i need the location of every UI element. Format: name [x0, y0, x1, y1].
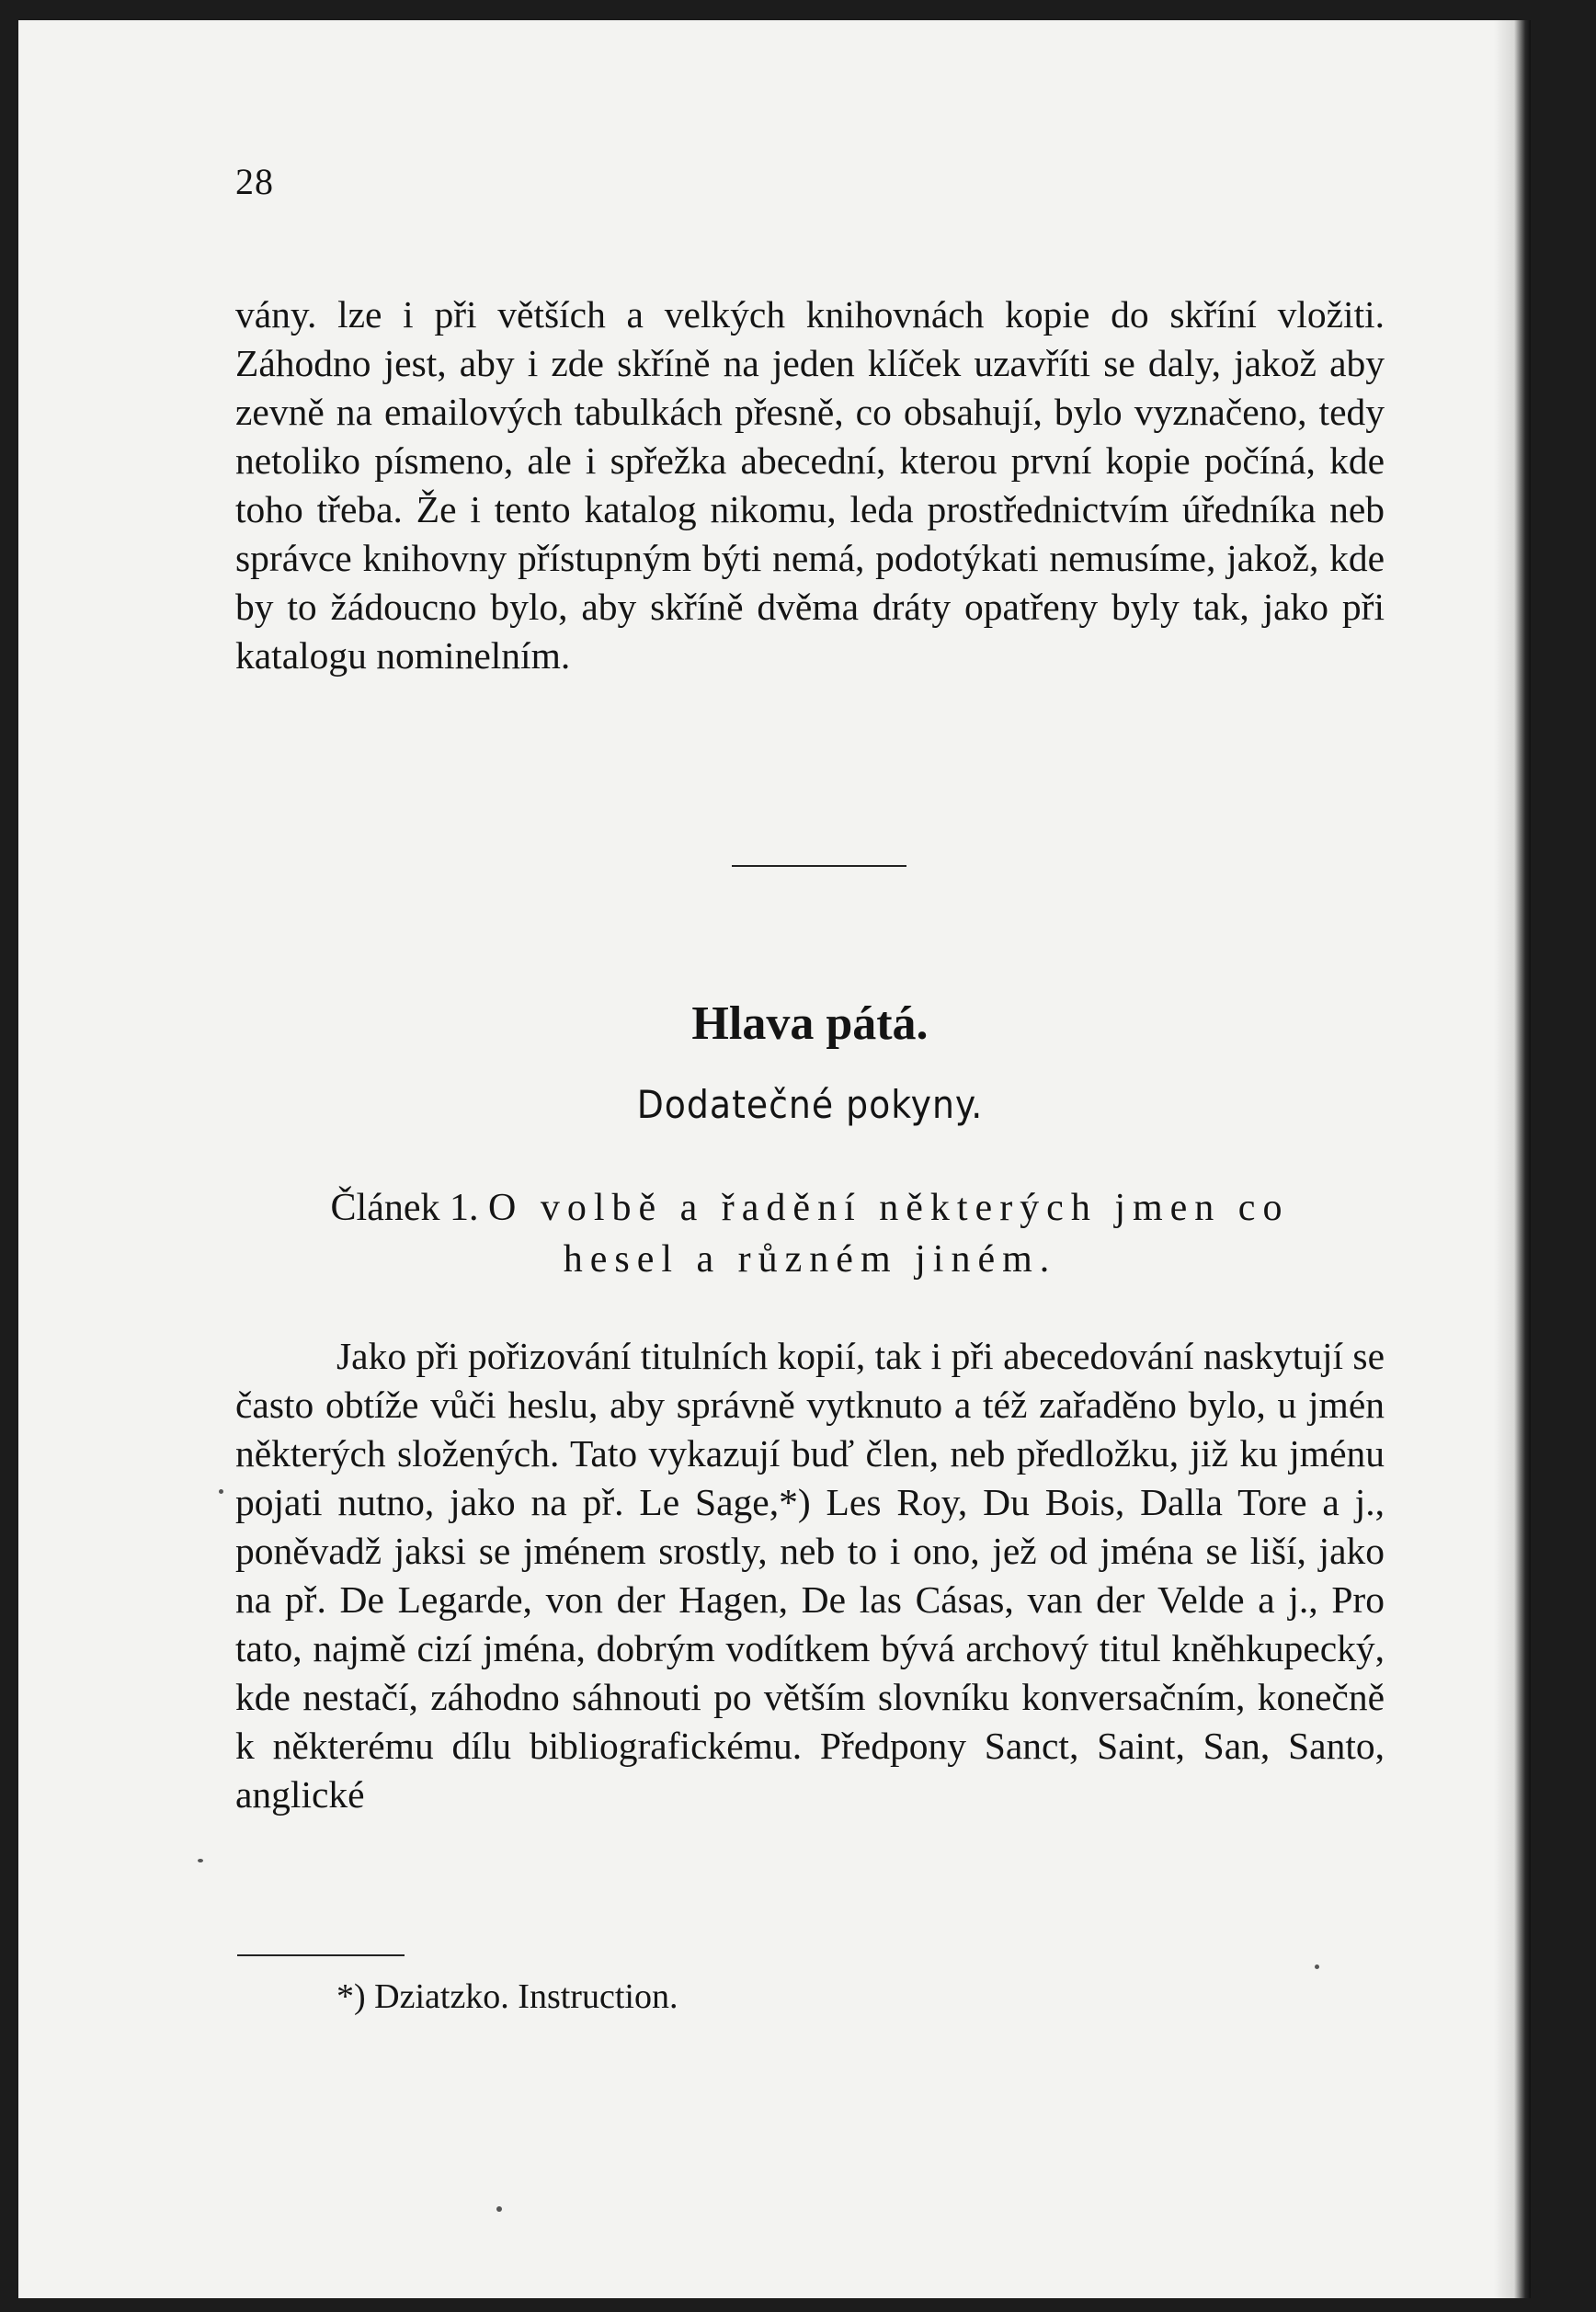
footnote-divider — [237, 1954, 405, 1956]
print-speck — [219, 1489, 223, 1494]
chapter-subtitle: Dodatečné pokyny. — [636, 1082, 984, 1127]
paragraph-continuation: vány. lze i při větších a velkých knihovnách kopie do skříní vložiti. Záhodno jest, aby i zde skříně na jeden klíček uzavříti se daly, jakož aby zevně na emailových tabulkách přesně, co obsahují, bylo vyznačeno, tedy netoliko písmeno, ale i spřežka abecední, kterou první kopie počíná, kde toho třeba. Že i tento katalog nikomu, leda prostřednictvím úředníka neb správce knihovny přístupným býti nemá, podotýkati nemusíme, jakož, kde by to žádoucno bylo, aby skříně dvěma dráty opatřeny byly tak, jako při katalogu nominelním. — [235, 293, 1385, 677]
print-speck — [198, 1859, 203, 1862]
article-heading-line-2: hesel a různém jiném. — [563, 1238, 1057, 1281]
article-heading-line-1: O volbě a řadění některých jmen co — [488, 1187, 1290, 1229]
section-divider — [732, 865, 906, 867]
book-page — [18, 20, 1531, 2298]
page-number: 28 — [235, 161, 274, 202]
article-paragraph: Jako při pořizování titulních kopií, tak i při abecedování naskytují se často obtíže vůči heslu, aby správně vytknuto a též zařaděno bylo, u jmén některých složených. Tato vykazují buď člen, neb předložku, již ku jménu pojati nutno, jako na př. Le Sage,*) Les Roy, Du Bois, Dalla Tore a j., poněvadž jaksi se jménem srostly, neb to i ono, jež od jména se liší, jako na př. De Legarde, von der Hagen, De las Cásas, van der Velde a j., Pro tato, najmě cizí jména, dobrým vodítkem bývá archový titul kněhkupecký, kde nestačí, záhodno sáhnouti po větším slovníku konversačním, konečně k některému dílu bibliografickému. Předpony Sanct, Saint, San, Santo, anglické — [235, 1335, 1385, 1816]
article-heading — [235, 1182, 1385, 1285]
page-spine-edge — [1494, 20, 1531, 2298]
footnote: *) Dziatzko. Instruction. — [336, 1977, 678, 2016]
article-label: Článek 1. — [330, 1187, 479, 1229]
chapter-title: Hlava pátá. — [691, 997, 929, 1050]
print-speck — [1315, 1965, 1319, 1969]
print-speck — [496, 2206, 502, 2212]
